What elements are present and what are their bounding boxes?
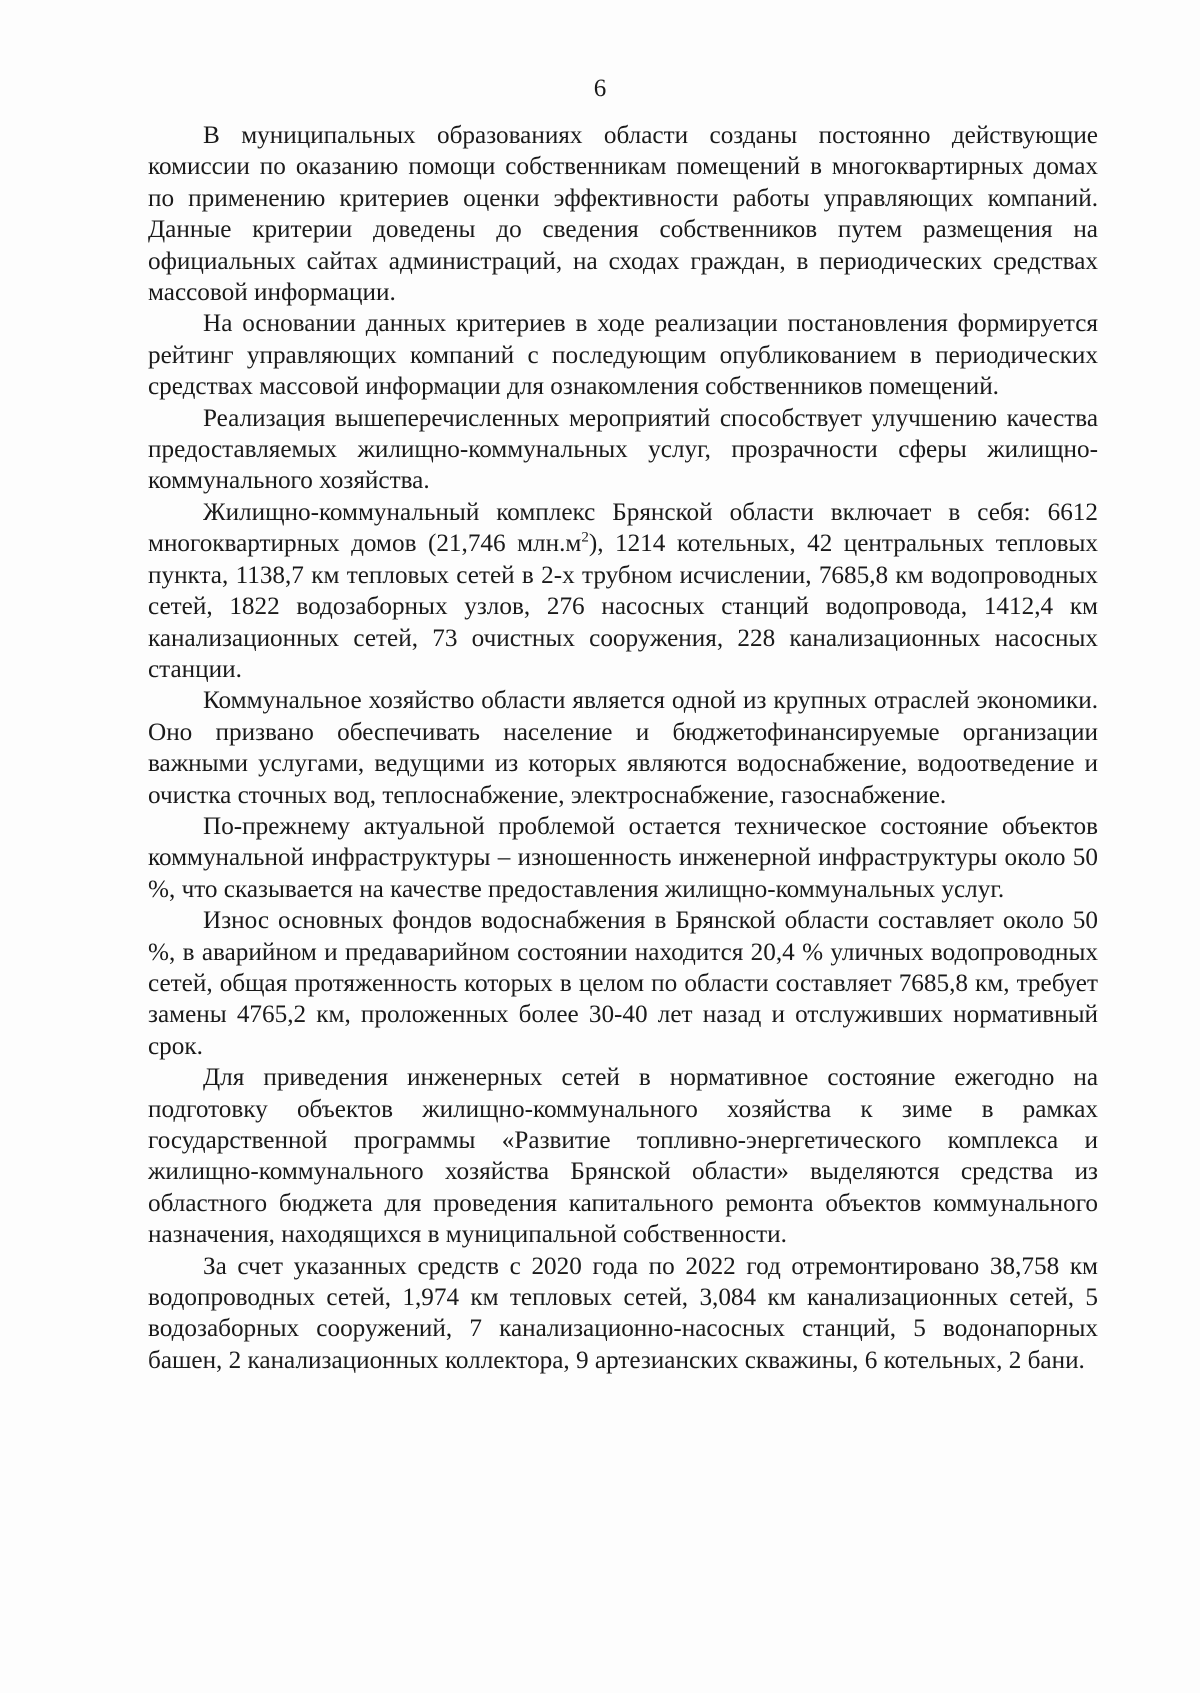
paragraph-state-program: Для приведения инженерных сетей в нормативное состояние ежегодно на подготовку объектов жилищно-коммунального хозяйства к зиме в рамках государственной программы «Развитие топливно-энергетического комплекса и жилищно-коммунального хозяйства Брянской области» выделяются средства из областного бюджета для проведения капитального ремонта объектов коммунального назначения, находящихся в муниципальной собственности. (148, 1064, 1098, 1249)
document-body (148, 120, 1098, 1376)
paragraph-communal-economy: Коммунальное хозяйство области является одной из крупных отраслей экономики. Оно призвано обеспечивать население и бюджетофинансируемые организации важными услугами, ведущими из которых являются водоснабжение, водоотведение и очистка сточных вод, теплоснабжение, электроснабжение, газоснабжение. (148, 687, 1098, 809)
paragraph-implementation: Реализация вышеперечисленных мероприятий способствует улучшению качества предоставляемых жилищно-коммунальных услуг, прозрачности сферы жилищно-коммунального хозяйства. (148, 404, 1098, 495)
paragraph-housing-complex (148, 497, 1098, 685)
paragraph-commissions: В муниципальных образованиях области созданы постоянно действующие комиссии по оказанию помощи собственникам помещений в многоквартирных домах по применению критериев оценки эффективности работы управляющих компаний. Данные критерии доведены до сведения собственников путем размещения на официальных сайтах администраций, на сходах граждан, в периодических средствах массовой информации. (148, 122, 1098, 307)
paragraph-water-supply-wear: Износ основных фондов водоснабжения в Брянской области составляет около 50 %, в аварийном и предаварийном состоянии находится 20,4 % уличных водопроводных сетей, общая протяженность которых в целом по области составляет 7685,8 км, требует замены 4765,2 км, проложенных более 30-40 лет назад и отслуживших нормативный срок. (148, 907, 1098, 1060)
housing-complex-text-start: Жилищно-коммунальный комплекс Брянской области включает в себя: 6612 многоквартирных домов (21,746 млн.м (148, 498, 1098, 558)
square-superscript: 2 (581, 529, 589, 546)
paragraph-rating: На основании данных критериев в ходе реализации постановления формируется рейтинг управляющих компаний с последующим опубликованием в периодических средствах массовой информации для ознакомления собственников помещений. (148, 310, 1098, 401)
page-number: 6 (593, 75, 607, 102)
housing-complex-text-end: ), 1214 котельных, 42 центральных тепловых пункта, 1138,7 км тепловых сетей в 2-х трубном исчислении, 7685,8 км водопроводных сетей, 1822 водозаборных узлов, 276 насосных станций водопровода, 1412,4 км канализационных сетей, 73 очистных сооружения, 228 канализационных насосных станции. (148, 530, 1098, 683)
paragraph-repairs-results: За счет указанных средств с 2020 года по 2022 год отремонтировано 38,758 км водопроводных сетей, 1,974 км тепловых сетей, 3,084 км канализационных сетей, 5 водозаборных сооружений, 7 канализационно-насосных станций, 5 водонапорных башен, 2 канализационных коллектора, 9 артезианских скважины, 6 котельных, 2 бани. (148, 1252, 1098, 1374)
paragraph-infrastructure-problem: По-прежнему актуальной проблемой остается техническое состояние объектов коммунальной инфраструктуры – изношенность инженерной инфраструктуры около 50 %, что сказывается на качестве предоставления жилищно-коммунальных услуг. (148, 812, 1098, 903)
